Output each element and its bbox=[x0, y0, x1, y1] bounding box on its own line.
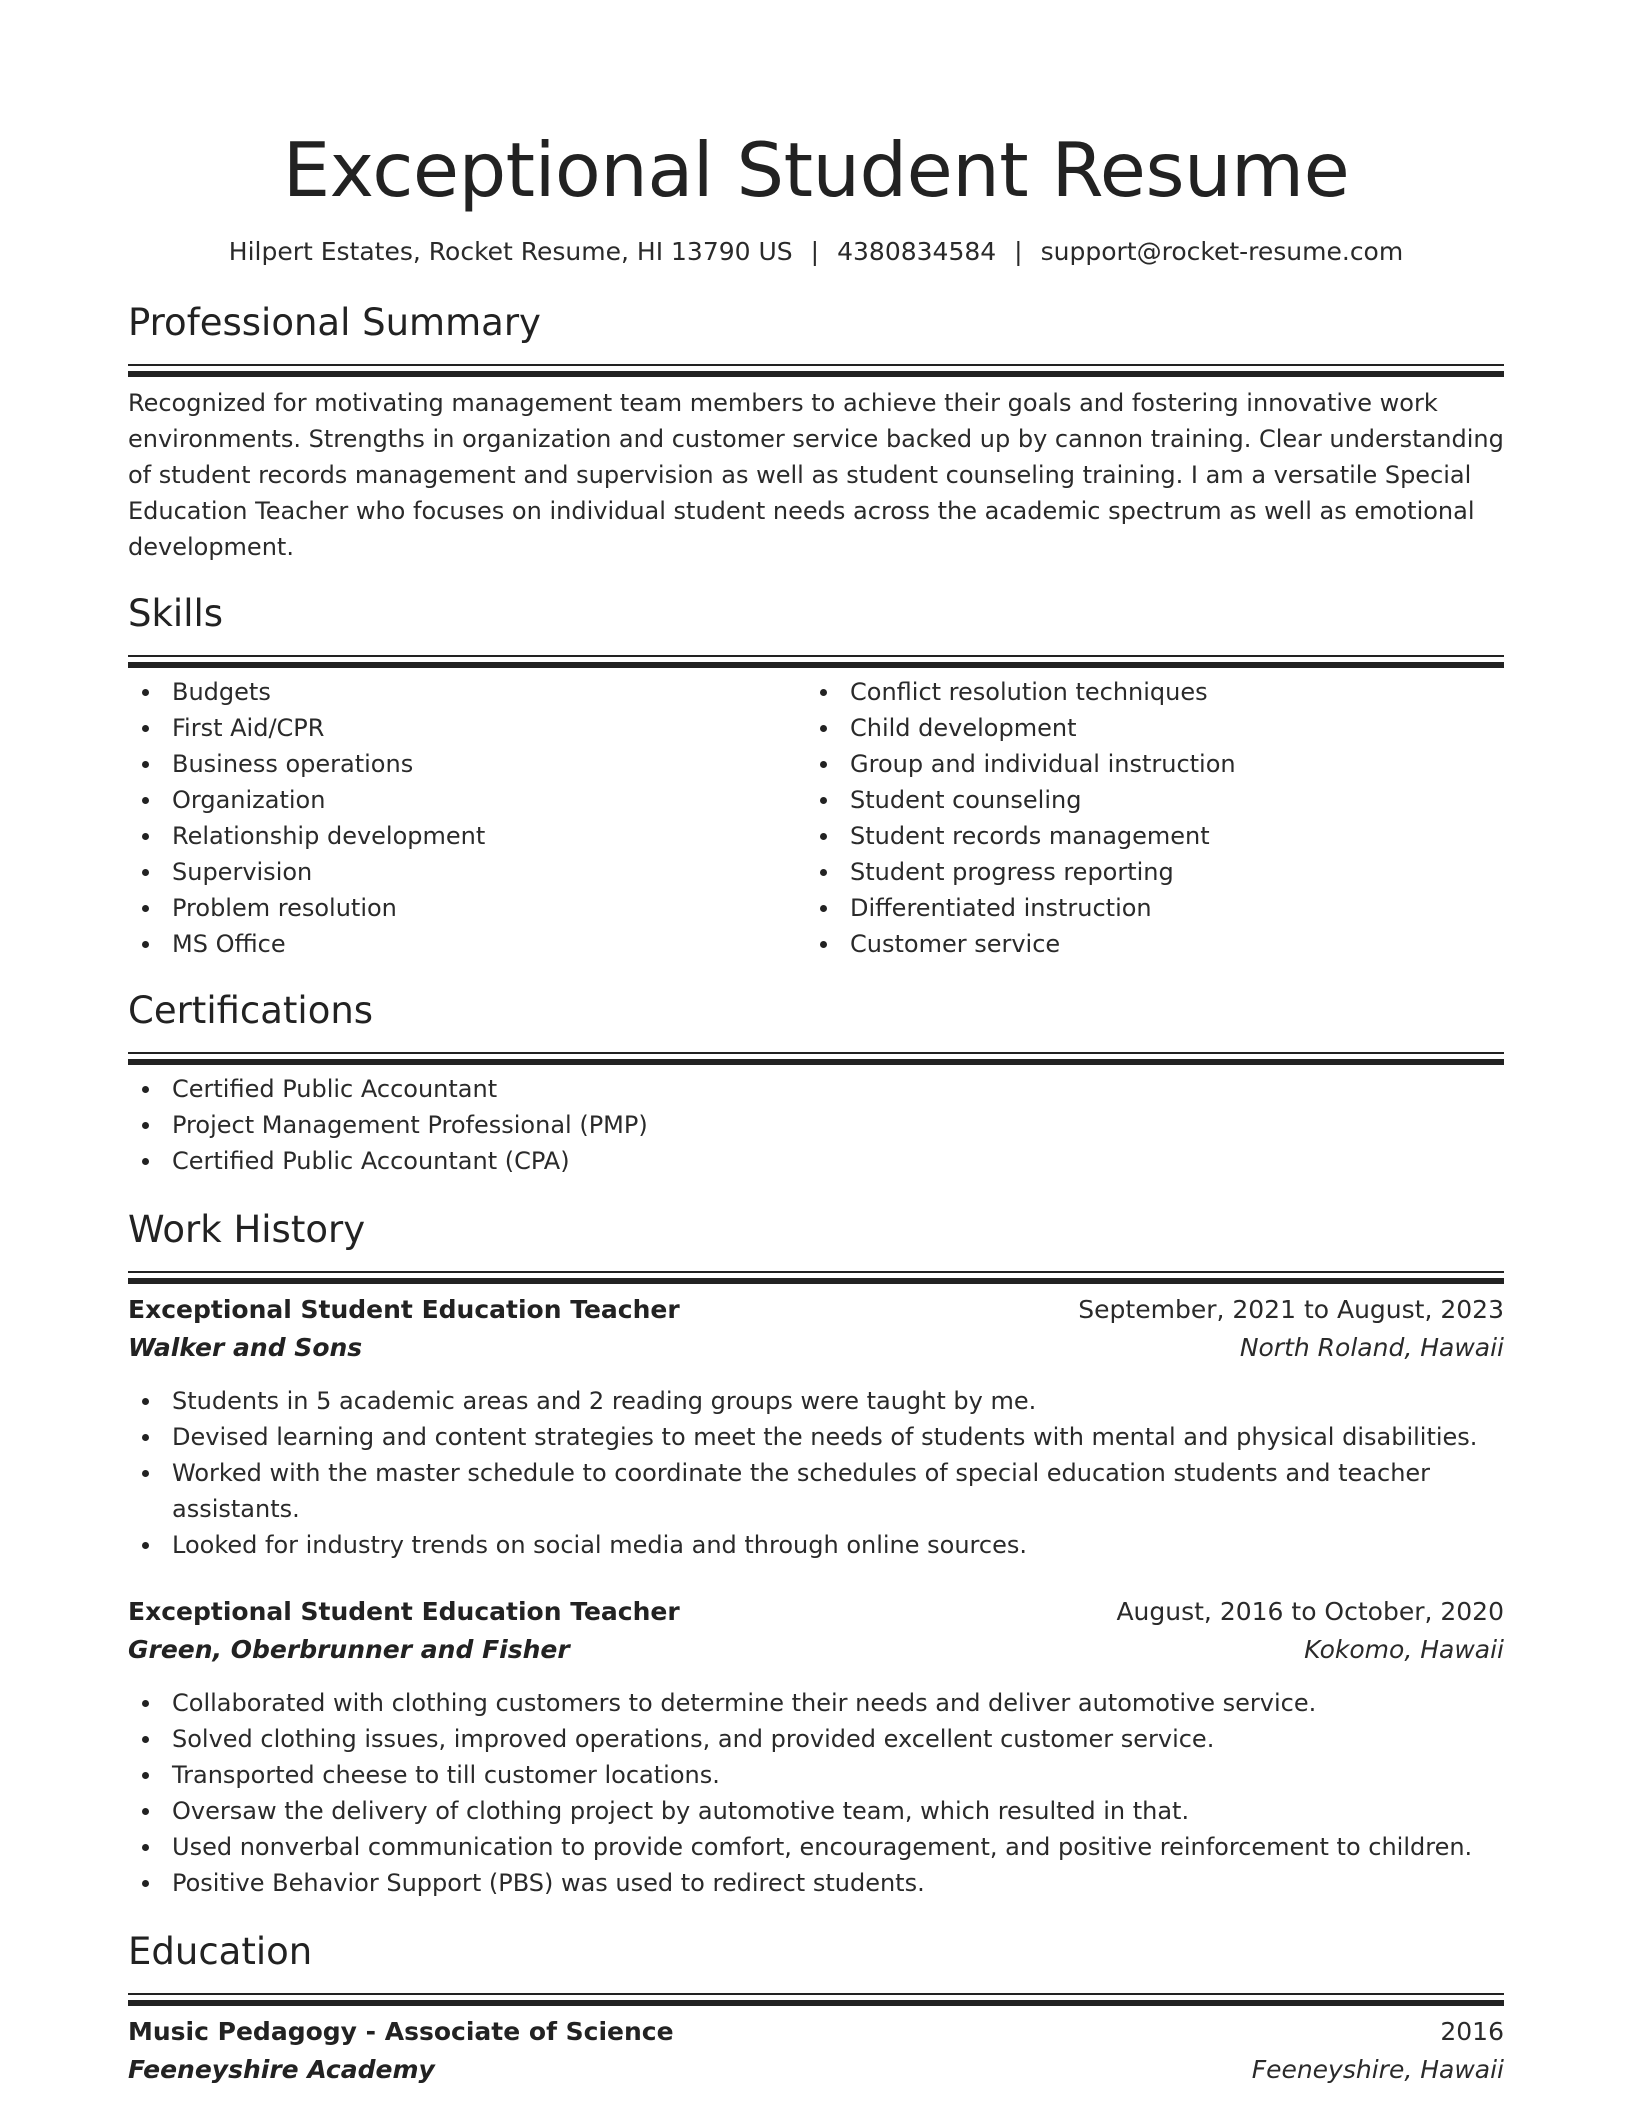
contact-phone: 4380834584 bbox=[837, 237, 997, 266]
education-school-row bbox=[128, 2051, 1504, 2089]
skill-item: Conflict resolution techniques bbox=[806, 674, 1484, 710]
job-company-row bbox=[128, 1329, 1504, 1367]
job-bullet: Positive Behavior Support (PBS) was used to redirect students. bbox=[128, 1865, 1504, 1901]
section-divider bbox=[128, 364, 1504, 366]
section-heading-education: Education bbox=[128, 1930, 313, 1973]
job-header-row bbox=[128, 1593, 1504, 1631]
job-company-row bbox=[128, 1631, 1504, 1669]
section-heading-work-history: Work History bbox=[128, 1208, 366, 1251]
job-location: North Roland, Hawaii bbox=[1239, 1333, 1504, 1362]
job-bullet: Students in 5 academic areas and 2 reading groups were taught by me. bbox=[128, 1383, 1504, 1419]
section-heading-summary: Professional Summary bbox=[128, 301, 541, 344]
job-entry bbox=[128, 1593, 1504, 1901]
resume-title: Exceptional Student Resume bbox=[282, 126, 1350, 214]
certification-item: Project Management Professional (PMP) bbox=[128, 1107, 1504, 1143]
skill-item: Budgets bbox=[128, 674, 806, 710]
contact-line bbox=[128, 234, 1504, 270]
skills-columns bbox=[128, 674, 1504, 962]
summary-section bbox=[128, 298, 1504, 565]
summary-text: Recognized for motivating management team members to achieve their goals and fostering innovative work environments. Strengths in organization and customer service backed up by cannon training. Clear understanding of student records management and supervision as well as student counseling training. I am a versatile Special Education Teacher who focuses on individual student needs across the academic spectrum as well as emotional development. bbox=[128, 389, 1504, 561]
job-bullets bbox=[128, 1383, 1504, 1563]
section-divider bbox=[128, 1271, 1504, 1273]
skill-item: Group and individual instruction bbox=[806, 746, 1484, 782]
job-company: Green, Oberbrunner and Fisher bbox=[128, 1635, 570, 1664]
job-bullet: Transported cheese to till customer locations. bbox=[128, 1757, 1504, 1793]
skill-item: Differentiated instruction bbox=[806, 890, 1484, 926]
section-divider bbox=[128, 1993, 1504, 1995]
certification-item: Certified Public Accountant bbox=[128, 1071, 1504, 1107]
job-bullet: Used nonverbal communication to provide comfort, encouragement, and positive reinforcement to children. bbox=[128, 1829, 1504, 1865]
education-school: Feeneyshire Academy bbox=[128, 2055, 435, 2084]
skill-item: First Aid/CPR bbox=[128, 710, 806, 746]
skill-item: Student records management bbox=[806, 818, 1484, 854]
contact-separator: | bbox=[810, 237, 820, 266]
education-degree: Music Pedagogy - Associate of Science bbox=[128, 2017, 674, 2046]
contact-email: support@rocket-resume.com bbox=[1040, 237, 1404, 266]
job-bullet: Devised learning and content strategies to meet the needs of students with mental and physical disabilities. bbox=[128, 1419, 1504, 1455]
education-section bbox=[128, 1927, 1504, 2089]
job-title: Exceptional Student Education Teacher bbox=[128, 1295, 680, 1324]
section-divider bbox=[128, 655, 1504, 657]
job-location: Kokomo, Hawaii bbox=[1304, 1635, 1504, 1664]
section-divider bbox=[128, 1052, 1504, 1054]
certifications-section bbox=[128, 986, 1504, 1179]
skills-list-left bbox=[128, 674, 806, 962]
job-dates: August, 2016 to October, 2020 bbox=[1116, 1597, 1504, 1626]
skills-list-right bbox=[806, 674, 1484, 962]
job-bullet: Oversaw the delivery of clothing project by automotive team, which resulted in that. bbox=[128, 1793, 1504, 1829]
job-bullet: Looked for industry trends on social media and through online sources. bbox=[128, 1527, 1504, 1563]
job-title: Exceptional Student Education Teacher bbox=[128, 1597, 680, 1626]
skill-item: Student counseling bbox=[806, 782, 1484, 818]
education-header-row bbox=[128, 2013, 1504, 2051]
resume-page bbox=[128, 0, 1504, 2089]
skill-item: Customer service bbox=[806, 926, 1484, 962]
section-heading-certifications: Certifications bbox=[128, 989, 374, 1032]
education-location: Feeneyshire, Hawaii bbox=[1251, 2055, 1504, 2084]
job-bullet: Solved clothing issues, improved operations, and provided excellent customer service. bbox=[128, 1721, 1504, 1757]
job-dates: September, 2021 to August, 2023 bbox=[1078, 1295, 1504, 1324]
job-bullet: Collaborated with clothing customers to determine their needs and deliver automotive service. bbox=[128, 1685, 1504, 1721]
job-bullets bbox=[128, 1685, 1504, 1901]
certifications-list bbox=[128, 1071, 1504, 1179]
education-year: 2016 bbox=[1440, 2017, 1504, 2046]
skill-item: Supervision bbox=[128, 854, 806, 890]
skill-item: MS Office bbox=[128, 926, 806, 962]
skill-item: Business operations bbox=[128, 746, 806, 782]
certification-item: Certified Public Accountant (CPA) bbox=[128, 1143, 1504, 1179]
skill-item: Child development bbox=[806, 710, 1484, 746]
job-header-row bbox=[128, 1291, 1504, 1329]
contact-address: Hilpert Estates, Rocket Resume, HI 13790 US bbox=[228, 237, 793, 266]
contact-separator: | bbox=[1014, 237, 1023, 266]
job-company: Walker and Sons bbox=[128, 1333, 363, 1362]
work-history-section bbox=[128, 1205, 1504, 1901]
skill-item: Relationship development bbox=[128, 818, 806, 854]
education-entry bbox=[128, 2013, 1504, 2089]
skill-item: Student progress reporting bbox=[806, 854, 1484, 890]
skill-item: Organization bbox=[128, 782, 806, 818]
job-bullet: Worked with the master schedule to coordinate the schedules of special education students and teacher assistants. bbox=[128, 1455, 1504, 1527]
job-entry bbox=[128, 1291, 1504, 1563]
skill-item: Problem resolution bbox=[128, 890, 806, 926]
skills-section bbox=[128, 589, 1504, 962]
section-heading-skills: Skills bbox=[128, 592, 224, 635]
